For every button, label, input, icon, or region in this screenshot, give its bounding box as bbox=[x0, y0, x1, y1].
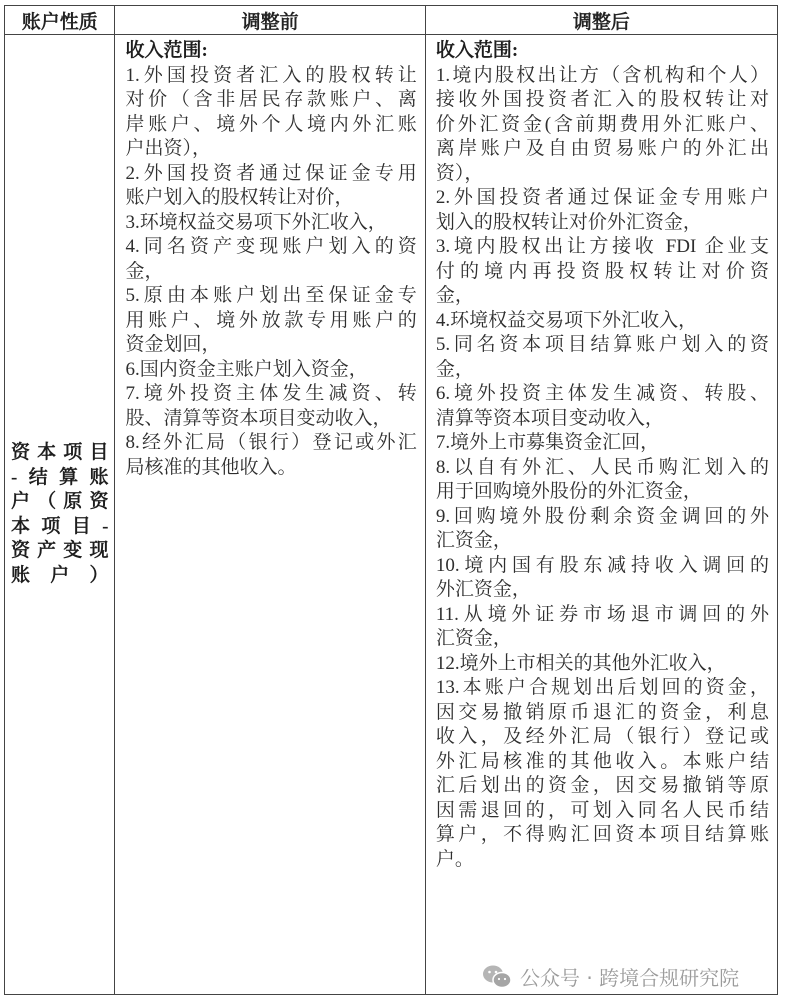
text-line: 付的境内再投资股权转让对价资 bbox=[435, 260, 769, 282]
text-line: 账户划入的股权转让对价， bbox=[125, 187, 354, 208]
text-line: 外汇资金， bbox=[435, 579, 531, 600]
text-line: 户出资）， bbox=[125, 138, 211, 159]
text-line: 资金划回， bbox=[125, 334, 221, 355]
text-line: 1.外国投资者汇入的股权转让 bbox=[125, 64, 417, 86]
text-line: 8.经外汇局（银行）登记或外汇 bbox=[125, 432, 417, 453]
comparison-table bbox=[4, 5, 778, 995]
text-line: 2.外国投资者通过保证金专用账户 bbox=[435, 187, 769, 208]
text-line: 9.回购境外股份剩余资金调回的外 bbox=[435, 505, 769, 527]
text-line: 接收外国投资者汇入的股权转让对 bbox=[435, 89, 769, 110]
text-line: 因需退回的，可划入同名人民币结 bbox=[435, 799, 769, 821]
text-line: 6.境外投资主体发生减资、转股、 bbox=[435, 383, 769, 404]
text-line: 2.外国投资者通过保证金专用 bbox=[125, 162, 417, 184]
account-type-line: 资产变现 bbox=[11, 540, 109, 561]
text-line: 局核准的其他收入。 bbox=[125, 456, 297, 478]
text-line: 算户，不得购汇回资本项目结算账 bbox=[435, 824, 769, 845]
text-line: 金， bbox=[435, 358, 474, 380]
text-line: 金， bbox=[435, 285, 474, 306]
after-cell bbox=[425, 35, 777, 995]
header-row bbox=[5, 6, 778, 35]
text-line: 离岸账户及自由贸易账户的外汇出 bbox=[435, 138, 769, 159]
watermark bbox=[482, 962, 739, 991]
text-line: 10.境内国有股东减持收入调回的 bbox=[435, 554, 769, 576]
section-heading: 收入范围: bbox=[435, 40, 519, 61]
text-line: 清算等资本项目变动收入， bbox=[435, 407, 664, 429]
text-line: 汇资金， bbox=[435, 530, 512, 551]
text-line: 金， bbox=[125, 260, 164, 282]
text-line: 1.境内股权出让方（含机构和个人） bbox=[435, 64, 769, 86]
wechat-icon bbox=[482, 964, 512, 990]
text-line: 5.原由本账户划出至保证金专 bbox=[125, 285, 417, 306]
account-type-line: 账户） bbox=[11, 564, 109, 586]
watermark-text: 公众号 · 跨境合规研究院 bbox=[520, 966, 740, 990]
text-line: 用账户、境外放款专用账户的 bbox=[125, 309, 417, 331]
text-line: 4.环境权益交易项下外汇收入， bbox=[435, 309, 698, 331]
text-line: 8.以自有外汇、人民币购汇划入的 bbox=[435, 456, 769, 478]
text-line: 户。 bbox=[435, 848, 474, 870]
text-line: 划入的股权转让对价外汇资金， bbox=[435, 211, 702, 233]
text-line: 汇后划出的资金，因交易撤销等原 bbox=[435, 775, 769, 796]
text-line: 7.境外上市募集资金汇回， bbox=[435, 432, 660, 453]
text-line: 价外汇资金(含前期费用外汇账户、 bbox=[435, 113, 769, 135]
text-line: 3.境内股权出让方接收 FDI 企业支 bbox=[435, 236, 769, 257]
account-type-line: 资本项目 bbox=[11, 442, 109, 463]
account-type-line: 本项目- bbox=[11, 515, 109, 537]
text-line: 对价（含非居民存款账户、离 bbox=[125, 89, 417, 110]
text-line: 3.环境权益交易项下外汇收入， bbox=[125, 211, 387, 233]
account-type-cell bbox=[5, 35, 115, 995]
text-line: 因交易撤销原币退汇的资金，利息 bbox=[435, 701, 769, 723]
text-line: 13.本账户合规划出后划回的资金， bbox=[435, 677, 769, 698]
text-line: 资）， bbox=[435, 162, 484, 184]
text-line: 12.境外上市相关的其他外汇收入， bbox=[435, 652, 726, 674]
text-line: 用于回购境外股份的外汇资金， bbox=[435, 481, 702, 502]
table-row bbox=[5, 35, 778, 995]
header-before: 调整前 bbox=[115, 6, 425, 35]
text-line: 5.同名资本项目结算账户划入的资 bbox=[435, 334, 769, 355]
header-account-type: 账户性质 bbox=[5, 6, 115, 35]
account-type-line: 户（原资 bbox=[11, 491, 109, 512]
section-heading: 收入范围: bbox=[125, 40, 208, 61]
text-line: 股、清算等资本项目变动收入， bbox=[125, 407, 392, 429]
text-line: 外汇局核准的其他收入。本账户结 bbox=[435, 750, 769, 772]
account-type-line: -结算账 bbox=[11, 466, 109, 488]
header-after: 调整后 bbox=[425, 6, 777, 35]
text-line: 岸账户、境外个人境内外汇账 bbox=[125, 113, 417, 135]
text-line: 收入，及经外汇局（银行）登记或 bbox=[435, 726, 769, 747]
text-line: 汇资金， bbox=[435, 628, 512, 649]
text-line: 11.从境外证券市场退市调回的外 bbox=[435, 603, 769, 625]
before-cell bbox=[115, 35, 425, 995]
text-line: 4.同名资产变现账户划入的资 bbox=[125, 236, 417, 257]
text-line: 7.境外投资主体发生减资、转 bbox=[125, 383, 417, 404]
text-line: 6.国内资金主账户划入资金， bbox=[125, 358, 368, 380]
